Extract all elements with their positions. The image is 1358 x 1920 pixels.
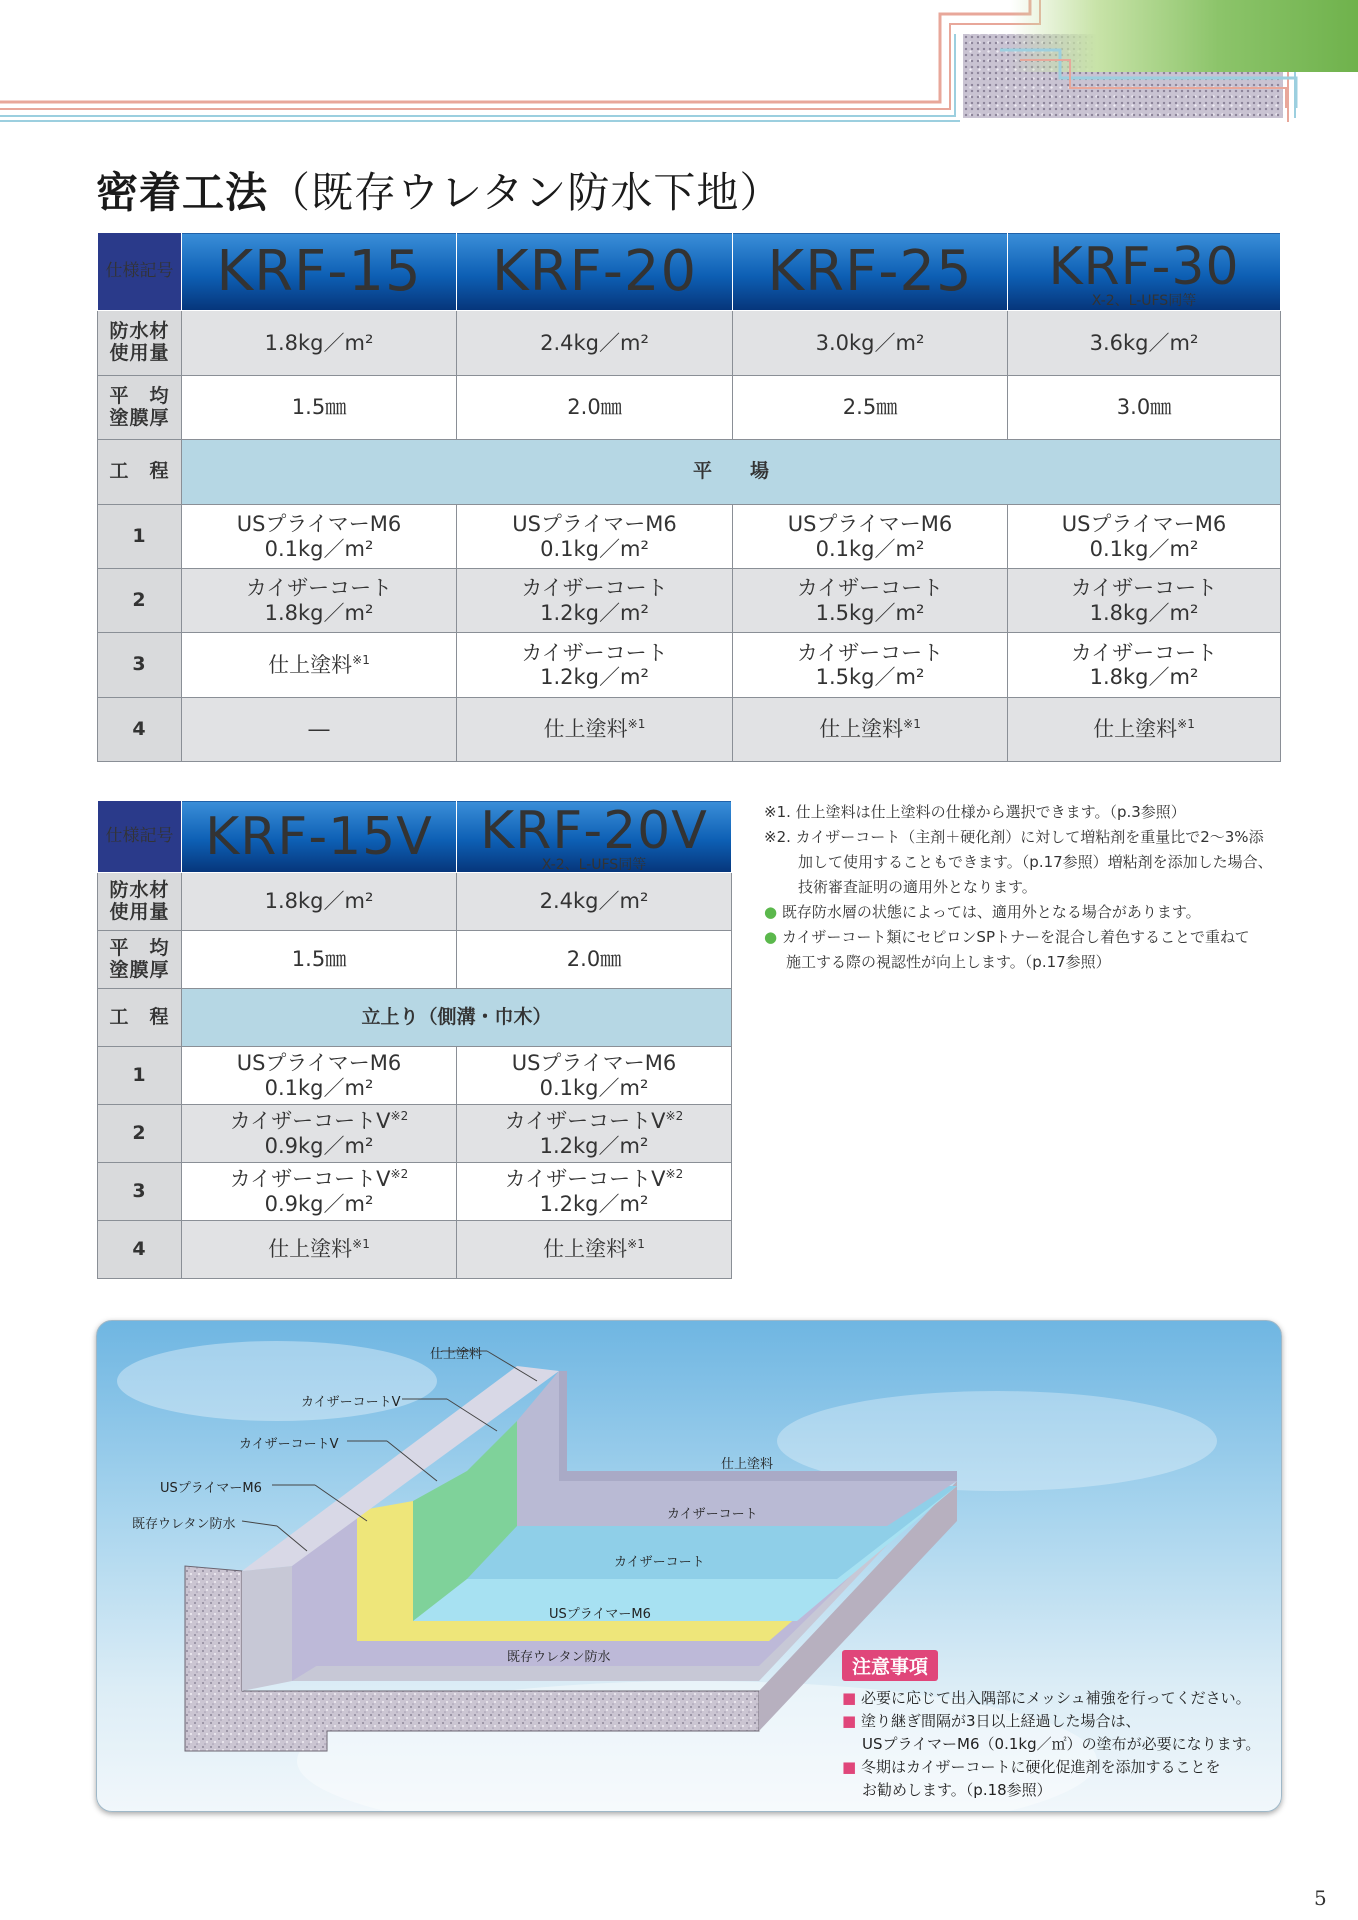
caution-item-cont: USプライマーM6（0.1kg／㎡）の塗布が必要になります。 xyxy=(862,1735,1261,1753)
step-cell: 仕上塗料$^{※1}$ xyxy=(1008,698,1281,762)
step-number: 3 xyxy=(98,633,182,698)
model-name: KRF-20 xyxy=(491,238,698,304)
step-number: 3 xyxy=(98,1163,182,1221)
thickness-value: 1.5㎜ xyxy=(182,931,457,989)
caution-item: ■ 塗り継ぎ間隔が3日以上経過した場合は、 xyxy=(842,1712,1141,1730)
step-cell: 仕上塗料$^{※1}$ xyxy=(182,633,457,698)
label-existing-riser: 既存ウレタン防水 xyxy=(132,1517,236,1532)
model-header xyxy=(182,233,457,311)
header-line-overlay xyxy=(1000,48,1300,108)
process-label: 工 程 xyxy=(98,989,182,1047)
step-cell: カイザーコート 1.8kg／m² xyxy=(182,569,457,633)
model-name: KRF-25 xyxy=(767,238,973,304)
step-cell: カイザーコート 1.8kg／m² xyxy=(1008,569,1281,633)
thickness-value: 2.0㎜ xyxy=(457,376,733,440)
step-cell: ― xyxy=(182,698,457,762)
caution-item: ■ 必要に応じて出入隅部にメッシュ補強を行ってください。 xyxy=(842,1689,1251,1707)
step-cell: USプライマーM6 0.1kg／m² xyxy=(1008,505,1281,569)
usage-value: 2.4kg／m² xyxy=(457,873,732,931)
model-name: KRF-30 xyxy=(1048,237,1240,297)
footnote-2: ※2. カイザーコート（主剤＋硬化剤）に対して増粘剤を重量比で2～3%添 xyxy=(764,828,1264,846)
step-cell: カイザーコート$V^{※2}$ 0.9kg／m² xyxy=(182,1163,457,1221)
step-cell: USプライマーM6 0.1kg／m² xyxy=(457,505,733,569)
step-cell: カイザーコート 1.5kg／m² xyxy=(733,569,1008,633)
step-cell: カイザーコート$V^{※2}$ 0.9kg／m² xyxy=(182,1105,457,1163)
footnote-2-line2: 加して使用することもできます。（p.17参照）増粘剤を添加した場合、 xyxy=(798,853,1273,871)
step-number: 2 xyxy=(98,1105,182,1163)
spec-table-flat xyxy=(97,232,1281,762)
model-name: KRF-15 xyxy=(216,238,422,304)
footnote-4-line2: 施工する際の視認性が向上します。（p.17参照） xyxy=(786,953,1111,971)
step-cell: 仕上塗料$^{※1}$ xyxy=(733,698,1008,762)
step-cell: USプライマーM6 0.1kg／m² xyxy=(733,505,1008,569)
usage-value: 3.6kg／m² xyxy=(1008,311,1281,376)
usage-value: 1.8kg／m² xyxy=(182,873,457,931)
step-cell: 仕上塗料$^{※1}$ xyxy=(457,698,733,762)
footnote-3: ● 既存防水層の状態によっては、適用外となる場合があります。 xyxy=(764,903,1201,921)
thickness-value: 2.0㎜ xyxy=(457,931,732,989)
caution-item-cont: お勧めします。（p.18参照） xyxy=(862,1781,1052,1799)
page-number: 5 xyxy=(1314,1886,1327,1910)
step-cell: USプライマーM6 0.1kg／m² xyxy=(457,1047,732,1105)
step-cell: USプライマーM6 0.1kg／m² xyxy=(182,1047,457,1105)
thickness-value: 2.5㎜ xyxy=(733,376,1008,440)
step-cell: USプライマーM6 0.1kg／m² xyxy=(182,505,457,569)
label-existing-floor: 既存ウレタン防水 xyxy=(507,1650,611,1665)
label-kaizer-floor-1: カイザーコート xyxy=(667,1507,758,1522)
model-note: X-2、L-UFS同等 xyxy=(1091,293,1197,309)
label-finish-riser: 仕上塗料 xyxy=(430,1347,483,1362)
thickness-label: 平 均 塗膜厚 xyxy=(98,376,182,440)
step-cell: カイザーコート$V^{※2}$ 1.2kg／m² xyxy=(457,1105,732,1163)
step-cell: カイザーコート 1.5kg／m² xyxy=(733,633,1008,698)
caution-title: 注意事項 xyxy=(842,1650,938,1681)
label-primer-floor: USプライマーM6 xyxy=(549,1607,651,1622)
thickness-value: 1.5㎜ xyxy=(182,376,457,440)
caution-box xyxy=(842,1650,1282,1802)
step-number: 4 xyxy=(98,698,182,762)
footnote-4: ● カイザーコート類にセピロンSPトナーを混合し着色することで重ねて xyxy=(764,928,1250,946)
spec-label: 仕様記号 xyxy=(98,233,182,311)
step-number: 1 xyxy=(98,505,182,569)
step-number: 4 xyxy=(98,1221,182,1279)
usage-label: 防水材 使用量 xyxy=(98,873,182,931)
usage-value: 1.8kg／m² xyxy=(182,311,457,376)
spec-table-riser xyxy=(97,800,732,1279)
thickness-value: 3.0㎜ xyxy=(1008,376,1281,440)
step-cell: カイザーコート 1.2kg／m² xyxy=(457,633,733,698)
model-header xyxy=(457,233,733,311)
usage-value: 2.4kg／m² xyxy=(457,311,733,376)
footnote-1: ※1. 仕上塗料は仕上塗料の仕様から選択できます。（p.3参照） xyxy=(764,803,1186,821)
step-cell: カイザーコート$V^{※2}$ 1.2kg／m² xyxy=(457,1163,732,1221)
model-header xyxy=(1008,233,1281,311)
step-cell: 仕上塗料$^{※1}$ xyxy=(182,1221,457,1279)
model-header xyxy=(182,801,457,873)
model-name: KRF-15V xyxy=(205,806,433,867)
label-kaizer-v-2: カイザーコートV xyxy=(239,1437,339,1452)
footnotes xyxy=(764,800,1284,975)
process-area: 立上り（側溝・巾木） xyxy=(182,989,732,1047)
title-main: 密着工法 xyxy=(96,168,269,217)
thickness-label: 平 均 塗膜厚 xyxy=(98,931,182,989)
model-header xyxy=(733,233,1008,311)
caution-item: ■ 冬期はカイザーコートに硬化促進剤を添加することを xyxy=(842,1758,1221,1776)
label-primer-riser: USプライマーM6 xyxy=(160,1481,262,1496)
step-cell: 仕上塗料$^{※1}$ xyxy=(457,1221,732,1279)
model-note: X-2、L-UFS同等 xyxy=(541,857,647,873)
title-sub: （既存ウレタン防水下地） xyxy=(268,168,783,217)
label-kaizer-floor-2: カイザーコート xyxy=(614,1555,705,1570)
page-title xyxy=(96,160,782,220)
step-number: 2 xyxy=(98,569,182,633)
usage-label: 防水材 使用量 xyxy=(98,311,182,376)
spec-label: 仕様記号 xyxy=(98,801,182,873)
label-kaizer-v-1: カイザーコートV xyxy=(301,1395,401,1410)
model-name: KRF-20V xyxy=(480,801,708,861)
step-number: 1 xyxy=(98,1047,182,1105)
label-finish-floor: 仕上塗料 xyxy=(721,1457,774,1472)
footnote-2-line3: 技術審査証明の適用外となります。 xyxy=(798,878,1037,896)
process-area: 平 場 xyxy=(182,440,1281,505)
usage-value: 3.0kg／m² xyxy=(733,311,1008,376)
step-cell: カイザーコート 1.2kg／m² xyxy=(457,569,733,633)
step-cell: カイザーコート 1.8kg／m² xyxy=(1008,633,1281,698)
model-header xyxy=(457,801,732,873)
process-label: 工 程 xyxy=(98,440,182,505)
